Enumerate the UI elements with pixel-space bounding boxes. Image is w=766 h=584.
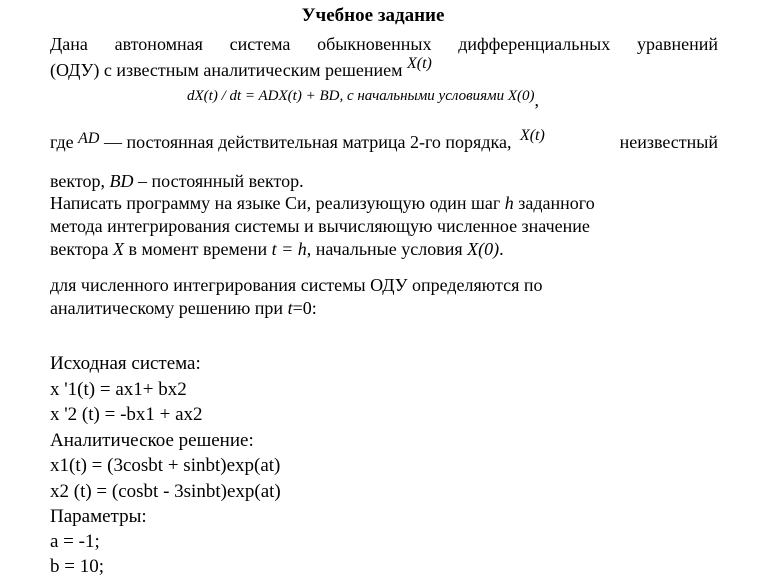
vector-line	[50, 171, 304, 191]
vector-prefix: вектор,	[50, 171, 106, 191]
task-text: , начальные условия	[306, 239, 463, 259]
task-text: в момент времени	[128, 239, 268, 259]
page-title: Учебное задание	[301, 5, 445, 26]
x-symbol: X(t)	[519, 127, 545, 144]
where-text: — постоянная действительная матрица 2-го порядка,	[103, 132, 512, 152]
where-prefix: где	[50, 132, 74, 152]
task-line-1	[50, 193, 595, 213]
system-equation-2: x '2 (t) = -bx1 + ax2	[50, 404, 203, 425]
parameter-b: b = 10;	[50, 556, 104, 577]
task-text: Написать программу на языке Си, реализующую один шаг	[50, 193, 501, 213]
intro-word: система	[229, 34, 291, 54]
system-equation-1: x '1(t) = ax1+ bx2	[50, 379, 187, 400]
where-suffix: неизвестный	[619, 132, 718, 152]
solution-equation-2: x2 (t) = (cosbt - 3sinbt)exp(at)	[50, 481, 281, 502]
x-zero: X(0)	[467, 239, 500, 259]
intro-line-1	[50, 34, 718, 54]
task-line-2: метода интегрирования системы и вычисляющую численное значение	[50, 216, 590, 236]
note-text: аналитическому решению при	[50, 298, 284, 318]
intro-word: дифференциальных	[458, 34, 611, 54]
formula-comma: ,	[534, 90, 540, 110]
t-equals-h: t = h	[271, 239, 307, 259]
task-text: вектора	[50, 239, 109, 259]
initial-note-line-1: для численного интегрирования системы ОДУ определяются по	[50, 275, 543, 295]
intro-word: автономная	[114, 34, 203, 54]
initial-note-line-2	[50, 298, 317, 318]
formula-text: dX(t) / dt = ADX(t) + BD, с начальными условиями X(0)	[187, 88, 535, 104]
t-symbol: t	[287, 298, 293, 318]
intro-line-2	[50, 55, 432, 82]
ode-formula	[187, 84, 540, 110]
intro-word: обыкновенных	[317, 34, 432, 54]
task-line-3	[50, 239, 504, 259]
intro-text: (ОДУ) с известным аналитическим решением	[50, 60, 403, 80]
task-text: заданного	[518, 193, 595, 213]
vector-x: X	[113, 239, 125, 259]
parameter-a: a = -1;	[50, 531, 100, 552]
solution-equation-1: x1(t) = (3cosbt + sinbt)exp(at)	[50, 455, 281, 476]
solution-heading: Аналитическое решение:	[50, 430, 254, 451]
system-heading: Исходная система:	[50, 353, 201, 374]
parameters-heading: Параметры:	[50, 506, 147, 527]
intro-word: Дана	[50, 34, 88, 54]
ad-symbol: AD	[78, 130, 100, 147]
step-h: h	[504, 193, 514, 213]
bd-symbol: BD	[109, 171, 134, 191]
task-end: .	[499, 239, 504, 259]
solution-symbol: X(t)	[407, 55, 432, 72]
vector-suffix: – постоянный вектор.	[138, 171, 304, 191]
where-line	[50, 127, 718, 154]
intro-word: уравнений	[636, 34, 718, 54]
note-text: =0:	[292, 298, 317, 318]
